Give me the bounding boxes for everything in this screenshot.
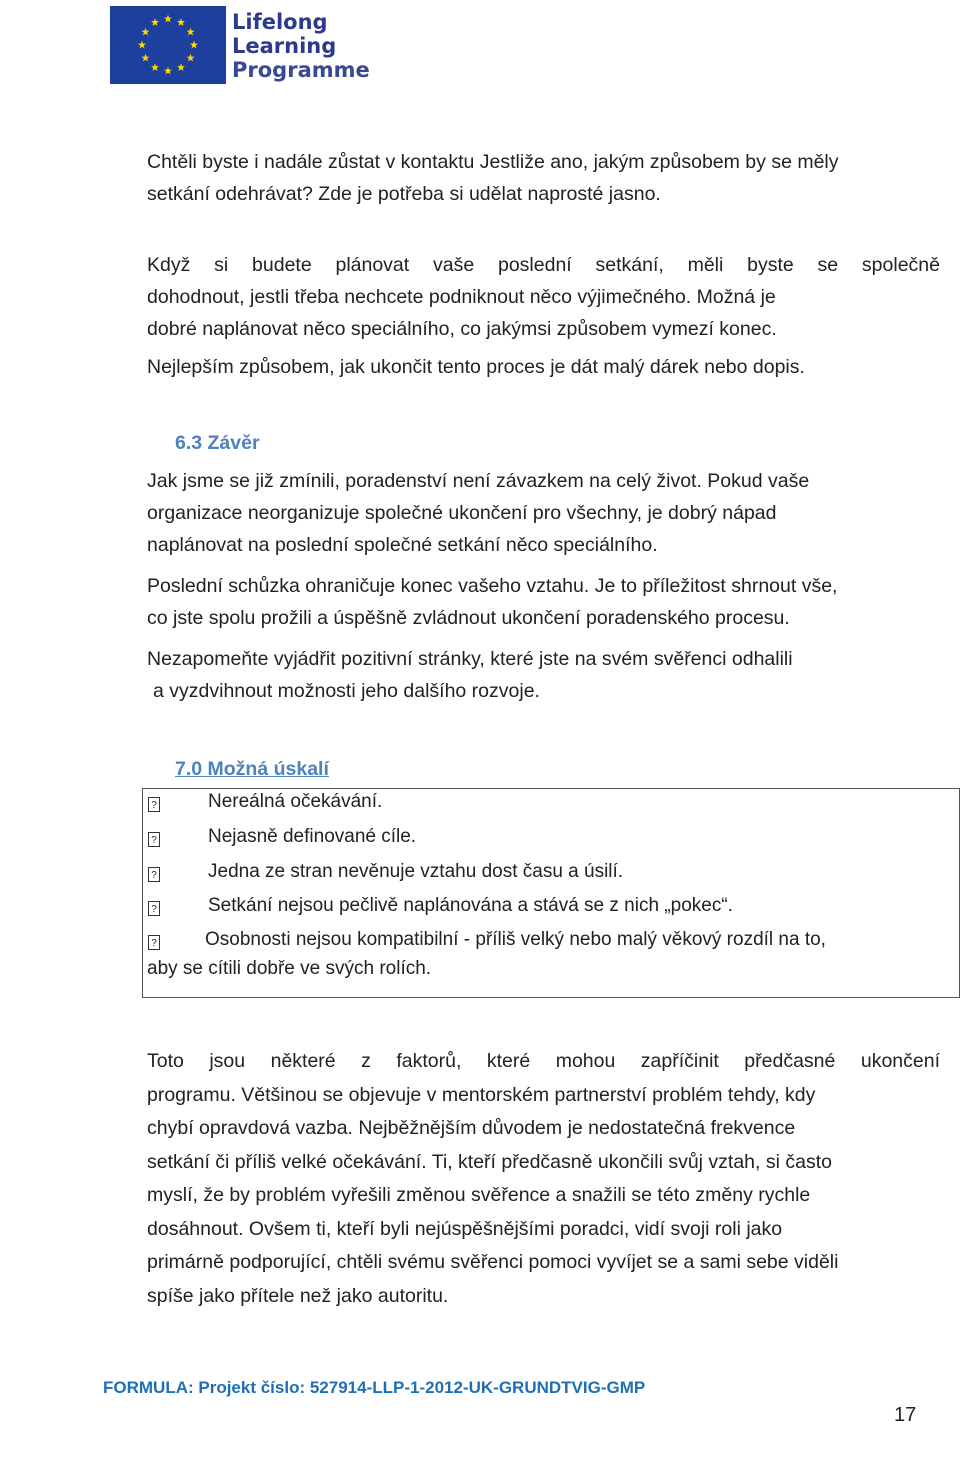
pitfall-item-2: [148, 826, 416, 848]
closing-line-1: Toto jsou některé z faktorů, které mohou zapříčinit předčasné ukončení: [147, 1050, 940, 1072]
final-meeting-paragraph: [147, 249, 940, 383]
p2-line-4: Nejlepším způsobem, jak ukončit tento proces je dát malý dárek nebo dopis.: [147, 356, 805, 378]
missing-glyph-icon: ?: [148, 867, 160, 882]
pitfall-text-5: Osobnosti nejsou kompatibilní - příliš velký nebo malý věkový rozdíl na to,: [205, 929, 826, 950]
p2-line-2: dohodnout, jestli třeba nechcete podniknout něco výjimečného. Možná je: [147, 286, 776, 308]
s63-p1-line-3: naplánovat na poslední společné setkání něco speciálního.: [147, 534, 658, 556]
eu-flag-icon: [110, 6, 226, 84]
pitfall-item-4: [148, 895, 733, 917]
intro-paragraph: [147, 146, 940, 210]
s63-p2-line-2: co jste spolu prožili a úspěšně zvládnout ukončení poradenského procesu.: [147, 607, 790, 629]
section-6-3-body: [147, 465, 940, 707]
logo-line-3: Programme: [232, 58, 370, 82]
s63-p3-line-2: a vyzdvihnout možnosti jeho dalšího rozvoje.: [153, 680, 540, 702]
logo-line-2: Learning: [232, 34, 337, 58]
closing-line-3: chybí opravdová vazba. Nejběžnějším důvodem je nedostatečná frekvence: [147, 1117, 796, 1139]
s63-p2-line-1: Poslední schůzka ohraničuje konec vašeho vztahu. Je to příležitost shrnout vše,: [147, 575, 838, 597]
closing-line-2: programu. Většinou se objevuje v mentorském partnerství problém tehdy, kdy: [147, 1083, 816, 1106]
pitfall-text-3: Jedna ze stran nevěnuje vztahu dost času a úsilí.: [208, 861, 624, 882]
closing-line-4: setkání či příliš velké očekávání. Ti, kteří předčasně ukončili svůj vztah, si často: [147, 1150, 832, 1173]
s63-p3-line-1: Nezapomeňte vyjádřit pozitivní stránky, které jste na svém svěřenci odhalili: [147, 648, 793, 670]
s63-p1-line-2: organizace neorganizuje společné ukončení pro všechny, je dobrý nápad: [147, 502, 777, 524]
closing-line-7: primárně podporující, chtěli svému svěřenci pomoci vyvíjet se a sami sebe viděli: [147, 1251, 839, 1273]
closing-line-6: dosáhnout. Ovšem ti, kteří byli nejúspěšnějšími poradci, vidí svoji roli jako: [147, 1217, 783, 1240]
pitfall-item-5: [148, 929, 826, 951]
missing-glyph-icon: ?: [148, 832, 160, 847]
intro-line-1: Chtěli byste i nadále zůstat v kontaktu Jestliže ano, jakým způsobem by se měly: [147, 151, 839, 173]
section-heading-6-3: 6.3 Závěr: [175, 432, 260, 454]
pitfall-text-2: Nejasně definované cíle.: [208, 826, 417, 847]
pitfall-item-1: [148, 791, 382, 813]
logo-wordmark: [232, 10, 370, 82]
closing-paragraph: [147, 1045, 940, 1313]
pitfall-item-3: [148, 861, 623, 883]
lifelong-learning-logo: [110, 6, 380, 84]
missing-glyph-icon: ?: [148, 901, 160, 916]
intro-line-2: setkání odehrávat? Zde je potřeba si udělat naprosté jasno.: [147, 183, 661, 205]
pitfall-text-4: Setkání nejsou pečlivě naplánována a stává se z nich „pokec“.: [208, 895, 733, 916]
closing-line-5: myslí, že by problém vyřešili změnou svěřence a snažili se této změny rychle: [147, 1184, 811, 1206]
closing-line-8: spíše jako přítele než jako autoritu.: [147, 1284, 449, 1307]
p2-line-3: dobré naplánovat něco speciálního, co jakýmsi způsobem vymezí konec.: [147, 318, 777, 340]
missing-glyph-icon: ?: [148, 935, 160, 950]
missing-glyph-icon: ?: [148, 797, 160, 812]
footer-project-number: FORMULA: Projekt číslo: 527914-LLP-1-2012-UK-GRUNDTVIG-GMP: [103, 1378, 646, 1397]
page-number: 17: [894, 1404, 917, 1426]
p2-line-1: Když si budete plánovat vaše poslední setkání, měli byste se společně: [147, 254, 940, 276]
s63-p1-line-1: Jak jsme se již zmínili, poradenství není závazkem na celý život. Pokud vaše: [147, 470, 810, 492]
section-heading-7-0: 7.0 Možná úskalí: [175, 758, 329, 780]
pitfall-item-5-continuation: aby se cítili dobře ve svých rolích.: [147, 958, 432, 979]
pitfall-text-1: Nereálná očekávání.: [208, 791, 383, 812]
logo-line-1: Lifelong: [232, 10, 328, 34]
